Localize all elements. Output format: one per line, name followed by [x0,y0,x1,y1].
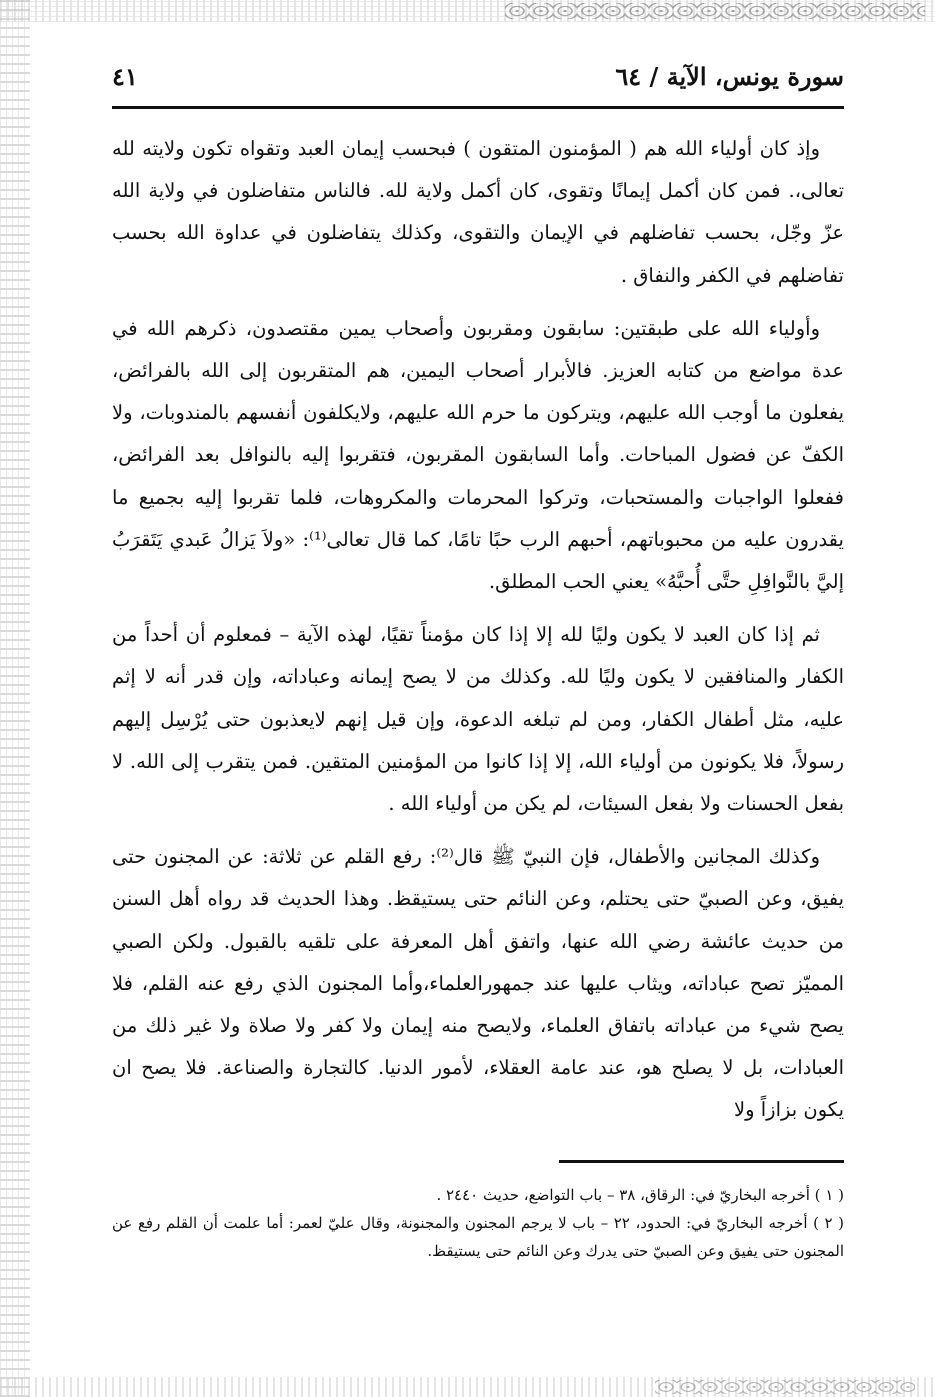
footnote-rule [559,1160,844,1163]
paragraph-1: وإذ كان أولياء الله هم ( المؤمنون المتقون ) فبحسب إيمان العبد وتقواه تكون ولايته لله تعالى،. فمن كان أكمل إيمانًا وتقوى، كان أكمل ولاية لله. فالناس متفاضلون في ولاية الله عزّ وجّل، بحسب تفاضلهم في الإيمان والتقوى، وكذلك يتفاضلون في عداوة الله بحسب تفاضلهم في الكفر والنفاق . [112,137,844,287]
decorative-chain-top [505,3,925,19]
main-text [112,128,844,1143]
paragraph-4: وكذلك المجانين والأطفال، فإن النبيّ ﷺ قال⁽²⁾: رفع القلم عن ثلاثة: عن المجنون حتى يفيق، وعن الصبيّ حتى يحتلم، وعن النائم حتى يستيقظ. وهذا الحديث قد رواه أهل السنن من حديث عائشة رضي الله عنها، واتفق أهل المعرفة على تلقيه بالقبول. ولكن الصبي المميّز تصح عباداته، ويثاب عليها عند جمهورالعلماء،وأما المجنون الذي رفع عنه القلم، فلا يصح شيء من عباداته باتفاق العلماء، ولايصح منه إيمان ولا كفر ولا صلاة ولا غير ذلك من العبادات، بل لا يصلح هو، عند عامة العقلاء، لأمور الدنيا. كالتجارة والصناعة. فلا يصح ان يكون بزازاً ولا [112,845,844,1122]
page-header [112,62,844,106]
page-number: ٤١ [112,62,138,91]
decorative-chain-bottom [655,1380,915,1394]
paragraph-3: ثم إذا كان العبد لا يكون وليًا لله إلا إذا كان مؤمناً تقيًا، لهذه الآية – فمعلوم أن أحداً من الكفار والمنافقين لا يكون وليًا لله. وكذلك من لا يصح إيمانه وعباداته، وإن قدر أنه لا إثم عليه، مثل أطفال الكفار، ومن لم تبلغه الدعوة، وإن قيل إنهم لايعذبون حتى يُرْسِل إليهم رسولاً، فلا يكونون من أولياء الله، إلا إذا كانوا من المؤمنين المتقين. فمن يتقرب إلى الله. لا بفعل الحسنات ولا بفعل السيئات، لم يكن من أولياء الله . [112,623,844,816]
page-border-bottom [0,1377,935,1397]
footnote-1: ( ١ ) أخرجه البخاريّ في: الرقاق، ٣٨ – باب التواضع، حديث ٢٤٤٠ . [436,1186,844,1204]
paragraph-2: وأولياء الله على طبقتين: سابقون ومقربون وأصحاب يمين مقتصدون، ذكرهم الله في عدة مواضع من كتابه العزيز. فالأبرار أصحاب اليمين، هم المتقربون إلى الله بالفرائض، يفعلون ما أوجب الله عليهم، ويتركون ما حرم الله عليهم، ولايكلفون أنفسهم بالمندوبات، ولا الكفّ عن فضول المباحات. وأما السابقون المقربون، فتقربوا إليه بالنوافل بعد الفرائض، ففعلوا الواجبات والمستحبات، وتركوا المحرمات والمكروهات، فلما تقربوا إليه بجميع ما يقدرون عليه من محبوباتهم، أحبهم الرب حبًا تامًا، كما قال تعالى⁽¹⁾: «ولاَ يَزالُ عَبدي يَتَقرَبُ إليَّ بالنَّوافِلِ حتَّى أُحبَّهُ» يعني الحب المطلق. [112,316,844,594]
page-border-left [0,0,30,1397]
footnotes [112,1160,844,1265]
footnote-2: ( ٢ ) أخرجه البخاريّ في: الحدود، ٢٢ – باب لا يرجم المجنون والمجنونة، وقال عليّ لعمر: أما علمت أن القلم رفع عن المجنون حتى يفيق وعن الصبيّ حتى يدرك وعن النائم حتى يستيقظ. [112,1214,845,1260]
page-border-top [0,0,935,22]
running-title: سورة يونس، الآية / ٦٤ [615,62,844,91]
header-rule [112,106,844,109]
